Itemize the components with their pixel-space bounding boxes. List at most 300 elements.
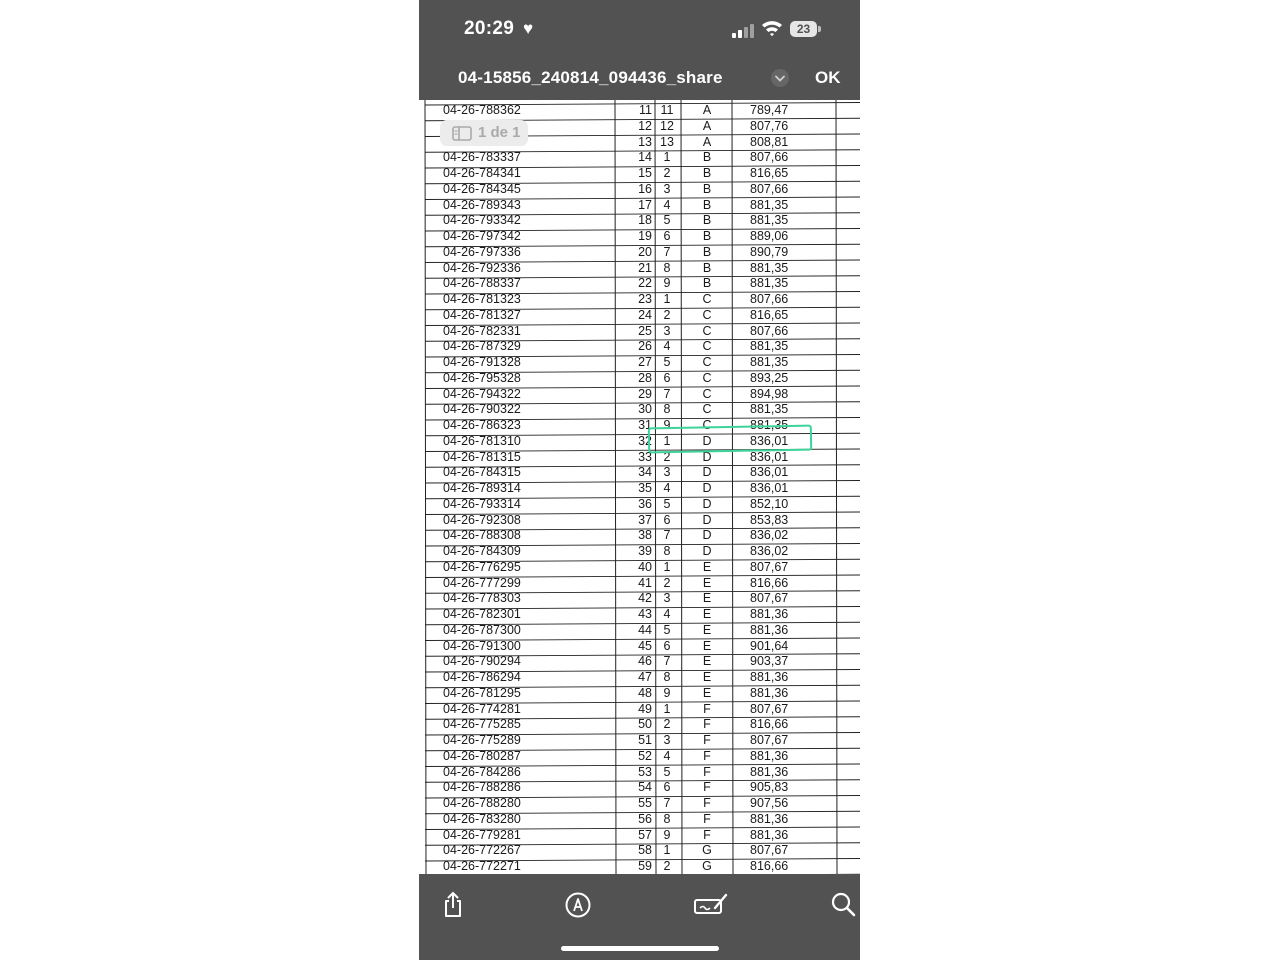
row-subnumber: 8 xyxy=(663,811,671,826)
row-subnumber: 6 xyxy=(663,780,671,795)
sidebar-icon xyxy=(452,126,472,141)
table-row xyxy=(426,371,860,387)
row-block: F xyxy=(703,748,711,763)
table-row xyxy=(426,544,860,560)
row-block: E xyxy=(702,607,712,621)
row-subnumber: 8 xyxy=(663,402,671,417)
row-code: 04-26-784345 xyxy=(443,181,521,196)
row-subnumber: 7 xyxy=(663,654,671,669)
row-code: 04-26-781323 xyxy=(443,292,521,306)
row-number: 45 xyxy=(638,638,652,653)
row-subnumber: 4 xyxy=(663,197,671,212)
row-code: 04-26-793314 xyxy=(443,496,521,511)
row-number: 34 xyxy=(638,465,652,480)
row-number: 25 xyxy=(638,323,652,338)
row-subnumber: 13 xyxy=(660,134,674,149)
row-block: D xyxy=(702,496,712,511)
row-value: 881,36 xyxy=(750,685,789,700)
table-row xyxy=(426,654,860,670)
row-value: 807,66 xyxy=(750,323,789,338)
row-code: 04-26-786323 xyxy=(443,418,521,432)
status-time: 20:29 xyxy=(464,18,515,39)
row-block: G xyxy=(702,843,712,858)
row-value: 893,25 xyxy=(750,370,789,385)
row-subnumber: 6 xyxy=(663,512,671,527)
row-number: 51 xyxy=(638,733,652,747)
row-subnumber: 2 xyxy=(663,166,671,180)
row-code: 04-26-788362 xyxy=(443,103,521,117)
row-code: 04-26-788308 xyxy=(443,528,521,543)
row-code: 04-26-791300 xyxy=(443,638,521,653)
page-indicator xyxy=(440,120,528,146)
table-row xyxy=(426,198,860,214)
table-row xyxy=(426,670,860,686)
row-subnumber: 5 xyxy=(663,213,671,228)
row-subnumber: 9 xyxy=(663,827,671,842)
row-value: 852,10 xyxy=(750,496,789,511)
row-code: 04-26-792308 xyxy=(443,512,521,527)
row-block: C xyxy=(702,339,712,354)
table-row xyxy=(426,308,860,324)
row-value: 807,66 xyxy=(750,150,789,165)
row-code: 04-26-774281 xyxy=(443,701,521,716)
row-number: 59 xyxy=(638,859,652,873)
row-subnumber: 1 xyxy=(663,150,671,165)
row-code: 04-26-793342 xyxy=(443,213,521,228)
row-block: F xyxy=(703,733,711,747)
row-value: 807,66 xyxy=(750,292,789,306)
row-number: 58 xyxy=(638,843,652,858)
row-number: 21 xyxy=(638,260,652,275)
row-block: D xyxy=(702,465,712,480)
row-subnumber: 4 xyxy=(663,607,671,621)
row-block: F xyxy=(703,780,711,795)
table-row xyxy=(426,843,860,859)
navigation-bar xyxy=(419,60,860,100)
row-value: 807,67 xyxy=(750,843,789,858)
battery-tip xyxy=(818,26,821,32)
row-value: 807,67 xyxy=(750,591,789,606)
row-number: 38 xyxy=(638,528,652,543)
row-number: 46 xyxy=(638,654,652,669)
row-subnumber: 4 xyxy=(663,481,671,495)
table-row xyxy=(426,560,860,576)
row-number: 27 xyxy=(638,355,652,369)
row-subnumber: 8 xyxy=(663,260,671,275)
row-number: 19 xyxy=(638,229,652,243)
row-number: 52 xyxy=(638,748,652,763)
row-code: 04-26-783280 xyxy=(443,811,521,826)
row-number: 41 xyxy=(638,575,652,590)
row-subnumber: 2 xyxy=(663,307,671,322)
table-row xyxy=(426,276,860,292)
row-number: 26 xyxy=(638,339,652,354)
row-code: 04-26-782331 xyxy=(443,323,521,338)
table-row xyxy=(426,261,860,277)
table-row xyxy=(426,481,860,497)
row-number: 49 xyxy=(638,701,652,716)
row-block: F xyxy=(703,701,711,716)
row-code: 04-26-784309 xyxy=(443,544,521,558)
row-code: 04-26-784315 xyxy=(443,465,521,480)
row-code: 04-26-795328 xyxy=(443,370,521,385)
row-code: 04-26-781310 xyxy=(443,433,521,448)
row-subnumber: 3 xyxy=(663,733,671,747)
row-value: 894,98 xyxy=(750,386,789,401)
row-block: E xyxy=(702,591,712,606)
row-subnumber: 3 xyxy=(663,181,671,196)
table-row xyxy=(426,780,860,796)
row-number: 31 xyxy=(638,418,652,432)
row-code: 04-26-788337 xyxy=(443,276,521,291)
row-code: 04-26-791328 xyxy=(443,355,521,369)
row-value: 836,02 xyxy=(750,544,789,558)
row-value: 881,35 xyxy=(750,402,789,417)
row-value: 816,66 xyxy=(750,859,789,873)
row-value: 853,83 xyxy=(750,512,789,527)
row-code: 04-26-787300 xyxy=(443,622,521,637)
row-number: 16 xyxy=(638,181,652,196)
row-block: E xyxy=(702,654,712,669)
row-number: 36 xyxy=(638,496,652,511)
row-number: 28 xyxy=(638,370,652,385)
row-subnumber: 2 xyxy=(663,575,671,590)
row-code: 04-26-782301 xyxy=(443,607,521,621)
row-value: 807,66 xyxy=(750,181,789,196)
row-code: 04-26-775285 xyxy=(443,717,521,732)
row-block: F xyxy=(703,764,711,779)
row-value: 881,36 xyxy=(750,607,789,621)
row-number: 12 xyxy=(638,118,652,133)
row-value: 901,64 xyxy=(750,638,789,653)
row-value: 807,67 xyxy=(750,701,789,716)
row-block: C xyxy=(702,370,712,385)
table-row xyxy=(426,733,860,749)
row-value: 907,56 xyxy=(750,796,789,810)
row-number: 11 xyxy=(639,103,652,117)
row-code: 04-26-790322 xyxy=(443,402,521,417)
table-row xyxy=(426,465,860,481)
table-row xyxy=(426,513,860,529)
row-number: 56 xyxy=(638,811,652,826)
row-subnumber: 1 xyxy=(663,433,671,448)
row-code: 04-26-788280 xyxy=(443,796,521,810)
row-code: 04-26-781295 xyxy=(443,685,521,700)
table-row xyxy=(426,859,860,874)
table-row xyxy=(426,150,860,166)
row-number: 29 xyxy=(638,386,652,401)
table-row xyxy=(426,229,860,245)
table-row xyxy=(426,528,860,544)
signature-icon[interactable] xyxy=(693,890,729,920)
table-row xyxy=(426,103,860,119)
row-subnumber: 1 xyxy=(663,843,671,858)
row-block: D xyxy=(702,481,712,495)
row-code: 04-26-797336 xyxy=(443,244,521,259)
row-number: 47 xyxy=(638,670,652,684)
row-code: 04-26-784286 xyxy=(443,764,521,779)
row-subnumber: 9 xyxy=(663,276,671,291)
row-value: 816,66 xyxy=(750,575,789,590)
row-subnumber: 7 xyxy=(663,796,671,810)
row-block: C xyxy=(702,402,712,417)
table-row xyxy=(426,796,860,812)
row-value: 881,35 xyxy=(750,339,789,354)
row-subnumber: 8 xyxy=(663,544,671,558)
row-value: 881,36 xyxy=(750,748,789,763)
row-subnumber: 12 xyxy=(660,118,674,133)
row-code: 04-26-781315 xyxy=(443,449,521,464)
row-block: B xyxy=(702,276,712,291)
row-block: B xyxy=(702,244,712,259)
row-value: 816,66 xyxy=(750,717,789,732)
row-block: E xyxy=(702,685,712,700)
document-view[interactable] xyxy=(419,100,860,874)
row-number: 39 xyxy=(638,544,652,558)
row-subnumber: 1 xyxy=(663,559,671,574)
row-number: 18 xyxy=(638,213,652,228)
row-value: 889,06 xyxy=(750,229,789,243)
row-value: 836,01 xyxy=(750,449,789,464)
row-block: E xyxy=(702,670,712,684)
page-indicator-label: 1 de 1 xyxy=(478,124,521,141)
table-row xyxy=(426,686,860,702)
row-code: 04-26-789343 xyxy=(443,197,521,212)
row-code: 04-26-784341 xyxy=(443,166,521,180)
row-number: 55 xyxy=(638,796,652,810)
row-number: 44 xyxy=(638,622,652,637)
row-subnumber: 1 xyxy=(663,701,671,716)
table-row xyxy=(426,166,860,182)
row-value: 881,35 xyxy=(750,197,789,212)
row-value: 881,36 xyxy=(750,811,789,826)
table-row xyxy=(426,450,860,466)
row-code: 04-26-789314 xyxy=(443,481,521,495)
row-block: B xyxy=(702,197,712,212)
row-code: 04-26-786294 xyxy=(443,670,521,684)
row-number: 48 xyxy=(638,685,652,700)
row-value: 903,37 xyxy=(750,654,789,669)
row-number: 57 xyxy=(638,827,652,842)
wifi-icon xyxy=(761,19,783,37)
row-code: 04-26-777299 xyxy=(443,575,521,590)
search-icon[interactable] xyxy=(829,890,859,920)
row-value: 881,35 xyxy=(750,355,789,369)
row-block: A xyxy=(702,134,712,149)
chevron-down-icon[interactable] xyxy=(771,69,789,87)
row-block: B xyxy=(702,166,712,180)
row-number: 54 xyxy=(638,780,652,795)
row-block: F xyxy=(703,717,711,732)
document-title[interactable]: 04-15856_240814_094436_share xyxy=(458,68,723,87)
row-subnumber: 3 xyxy=(663,323,671,338)
table-row xyxy=(426,639,860,655)
row-value: 836,01 xyxy=(750,433,789,448)
row-block: B xyxy=(702,260,712,275)
row-subnumber: 9 xyxy=(663,685,671,700)
row-number: 50 xyxy=(638,717,652,732)
row-code: 04-26-776295 xyxy=(443,559,521,574)
row-block: B xyxy=(702,150,712,165)
row-block: A xyxy=(702,118,712,133)
table-row xyxy=(426,749,860,765)
row-subnumber: 8 xyxy=(663,670,671,684)
table-row xyxy=(426,387,860,403)
table-row xyxy=(426,765,860,781)
row-value: 881,36 xyxy=(750,622,789,637)
highlight-annotation xyxy=(648,425,812,454)
row-code: 04-26-781327 xyxy=(443,307,521,322)
share-icon[interactable] xyxy=(438,890,468,920)
row-value: 881,35 xyxy=(750,276,789,291)
table-row xyxy=(426,355,860,371)
row-subnumber: 2 xyxy=(663,859,671,873)
phone-screen xyxy=(419,0,860,960)
row-number: 35 xyxy=(638,481,652,495)
row-number: 37 xyxy=(638,512,652,527)
row-subnumber: 2 xyxy=(663,449,671,464)
row-value: 807,67 xyxy=(750,559,789,574)
row-block: D xyxy=(702,512,712,527)
row-subnumber: 7 xyxy=(663,244,671,259)
row-value: 881,36 xyxy=(750,827,789,842)
row-code: 04-26-790294 xyxy=(443,654,521,669)
row-value: 807,76 xyxy=(750,118,789,133)
row-number: 13 xyxy=(638,134,652,149)
row-value: 836,01 xyxy=(750,481,789,495)
row-block: D xyxy=(702,449,712,464)
markup-icon[interactable] xyxy=(563,890,593,920)
row-value: 836,01 xyxy=(750,465,789,480)
heart-icon: ♥ xyxy=(523,19,534,38)
row-block: A xyxy=(702,103,712,117)
row-subnumber: 4 xyxy=(663,339,671,354)
row-value: 881,35 xyxy=(750,213,789,228)
row-subnumber: 1 xyxy=(663,292,671,306)
row-code: 04-26-778303 xyxy=(443,591,521,606)
row-number: 32 xyxy=(638,433,652,448)
row-code: 04-26-783337 xyxy=(443,150,521,165)
row-block: E xyxy=(702,638,712,653)
row-block: C xyxy=(702,292,712,306)
table-row xyxy=(426,717,860,733)
row-subnumber: 5 xyxy=(663,622,671,637)
table-row xyxy=(426,245,860,261)
row-subnumber: 4 xyxy=(663,748,671,763)
table-row xyxy=(426,182,860,198)
row-block: C xyxy=(702,307,712,322)
row-number: 20 xyxy=(638,244,652,259)
row-code: 04-26-797342 xyxy=(443,229,521,243)
table-row xyxy=(426,828,860,844)
row-number: 33 xyxy=(638,449,652,464)
row-code: 04-26-787329 xyxy=(443,339,521,354)
row-subnumber: 9 xyxy=(663,418,671,432)
row-subnumber: 7 xyxy=(663,386,671,401)
table-row xyxy=(426,812,860,828)
row-value: 881,35 xyxy=(750,260,789,275)
row-block: C xyxy=(702,418,712,432)
row-value: 890,79 xyxy=(750,244,789,259)
row-code: 04-26-788286 xyxy=(443,780,521,795)
row-subnumber: 6 xyxy=(663,638,671,653)
row-number: 53 xyxy=(638,764,652,779)
table-row xyxy=(426,292,860,308)
row-number: 30 xyxy=(638,402,652,417)
row-block: F xyxy=(703,811,711,826)
row-value: 816,65 xyxy=(750,307,789,322)
table-row xyxy=(426,324,860,340)
row-block: C xyxy=(702,323,712,338)
row-subnumber: 5 xyxy=(663,764,671,779)
row-block: G xyxy=(702,859,712,873)
row-subnumber: 3 xyxy=(663,591,671,606)
row-number: 22 xyxy=(638,276,652,291)
table-row xyxy=(426,339,860,355)
row-code: 04-26-780287 xyxy=(443,748,521,763)
row-value: 836,02 xyxy=(750,528,789,543)
status-bar xyxy=(419,0,860,60)
table-row xyxy=(426,576,860,592)
table-row xyxy=(426,607,860,623)
row-number: 15 xyxy=(638,166,652,180)
row-block: E xyxy=(702,559,712,574)
row-block: D xyxy=(702,528,712,543)
row-subnumber: 6 xyxy=(663,229,671,243)
row-subnumber: 5 xyxy=(663,355,671,369)
row-value: 816,65 xyxy=(750,166,789,180)
row-number: 17 xyxy=(638,197,652,212)
row-subnumber: 2 xyxy=(663,717,671,732)
row-block: B xyxy=(702,213,712,228)
row-code: 04-26-794322 xyxy=(443,386,521,401)
table-row xyxy=(426,497,860,513)
row-value: 881,35 xyxy=(750,418,789,432)
row-block: E xyxy=(702,575,712,590)
row-code: 04-26-779281 xyxy=(443,827,521,842)
row-block: D xyxy=(702,544,712,558)
row-value: 905,83 xyxy=(750,780,789,795)
row-code: 04-26-792336 xyxy=(443,260,521,275)
table-row xyxy=(426,402,860,418)
row-block: C xyxy=(702,386,712,401)
table-row xyxy=(426,591,860,607)
row-subnumber: 6 xyxy=(663,370,671,385)
row-number: 40 xyxy=(638,559,652,574)
row-value: 807,67 xyxy=(750,733,789,747)
row-code: 04-26-772271 xyxy=(443,859,521,873)
row-block: C xyxy=(702,355,712,369)
table-row xyxy=(426,702,860,718)
row-code: 04-26-772267 xyxy=(443,843,521,858)
row-number: 23 xyxy=(638,292,652,306)
row-value: 881,36 xyxy=(750,764,789,779)
row-value: 881,36 xyxy=(750,670,789,684)
row-value: 789,47 xyxy=(750,103,789,117)
table-row xyxy=(426,213,860,229)
row-block: E xyxy=(702,622,712,637)
home-indicator[interactable] xyxy=(561,946,719,951)
row-number: 24 xyxy=(638,307,652,322)
ok-button[interactable]: OK xyxy=(815,68,841,87)
row-subnumber: 5 xyxy=(663,496,671,511)
row-code: 04-26-775289 xyxy=(443,733,521,747)
cellular-signal-icon xyxy=(732,22,756,38)
row-block: B xyxy=(702,181,712,196)
row-subnumber: 11 xyxy=(660,103,674,117)
row-block: D xyxy=(702,433,712,448)
row-value: 808,81 xyxy=(750,134,789,149)
